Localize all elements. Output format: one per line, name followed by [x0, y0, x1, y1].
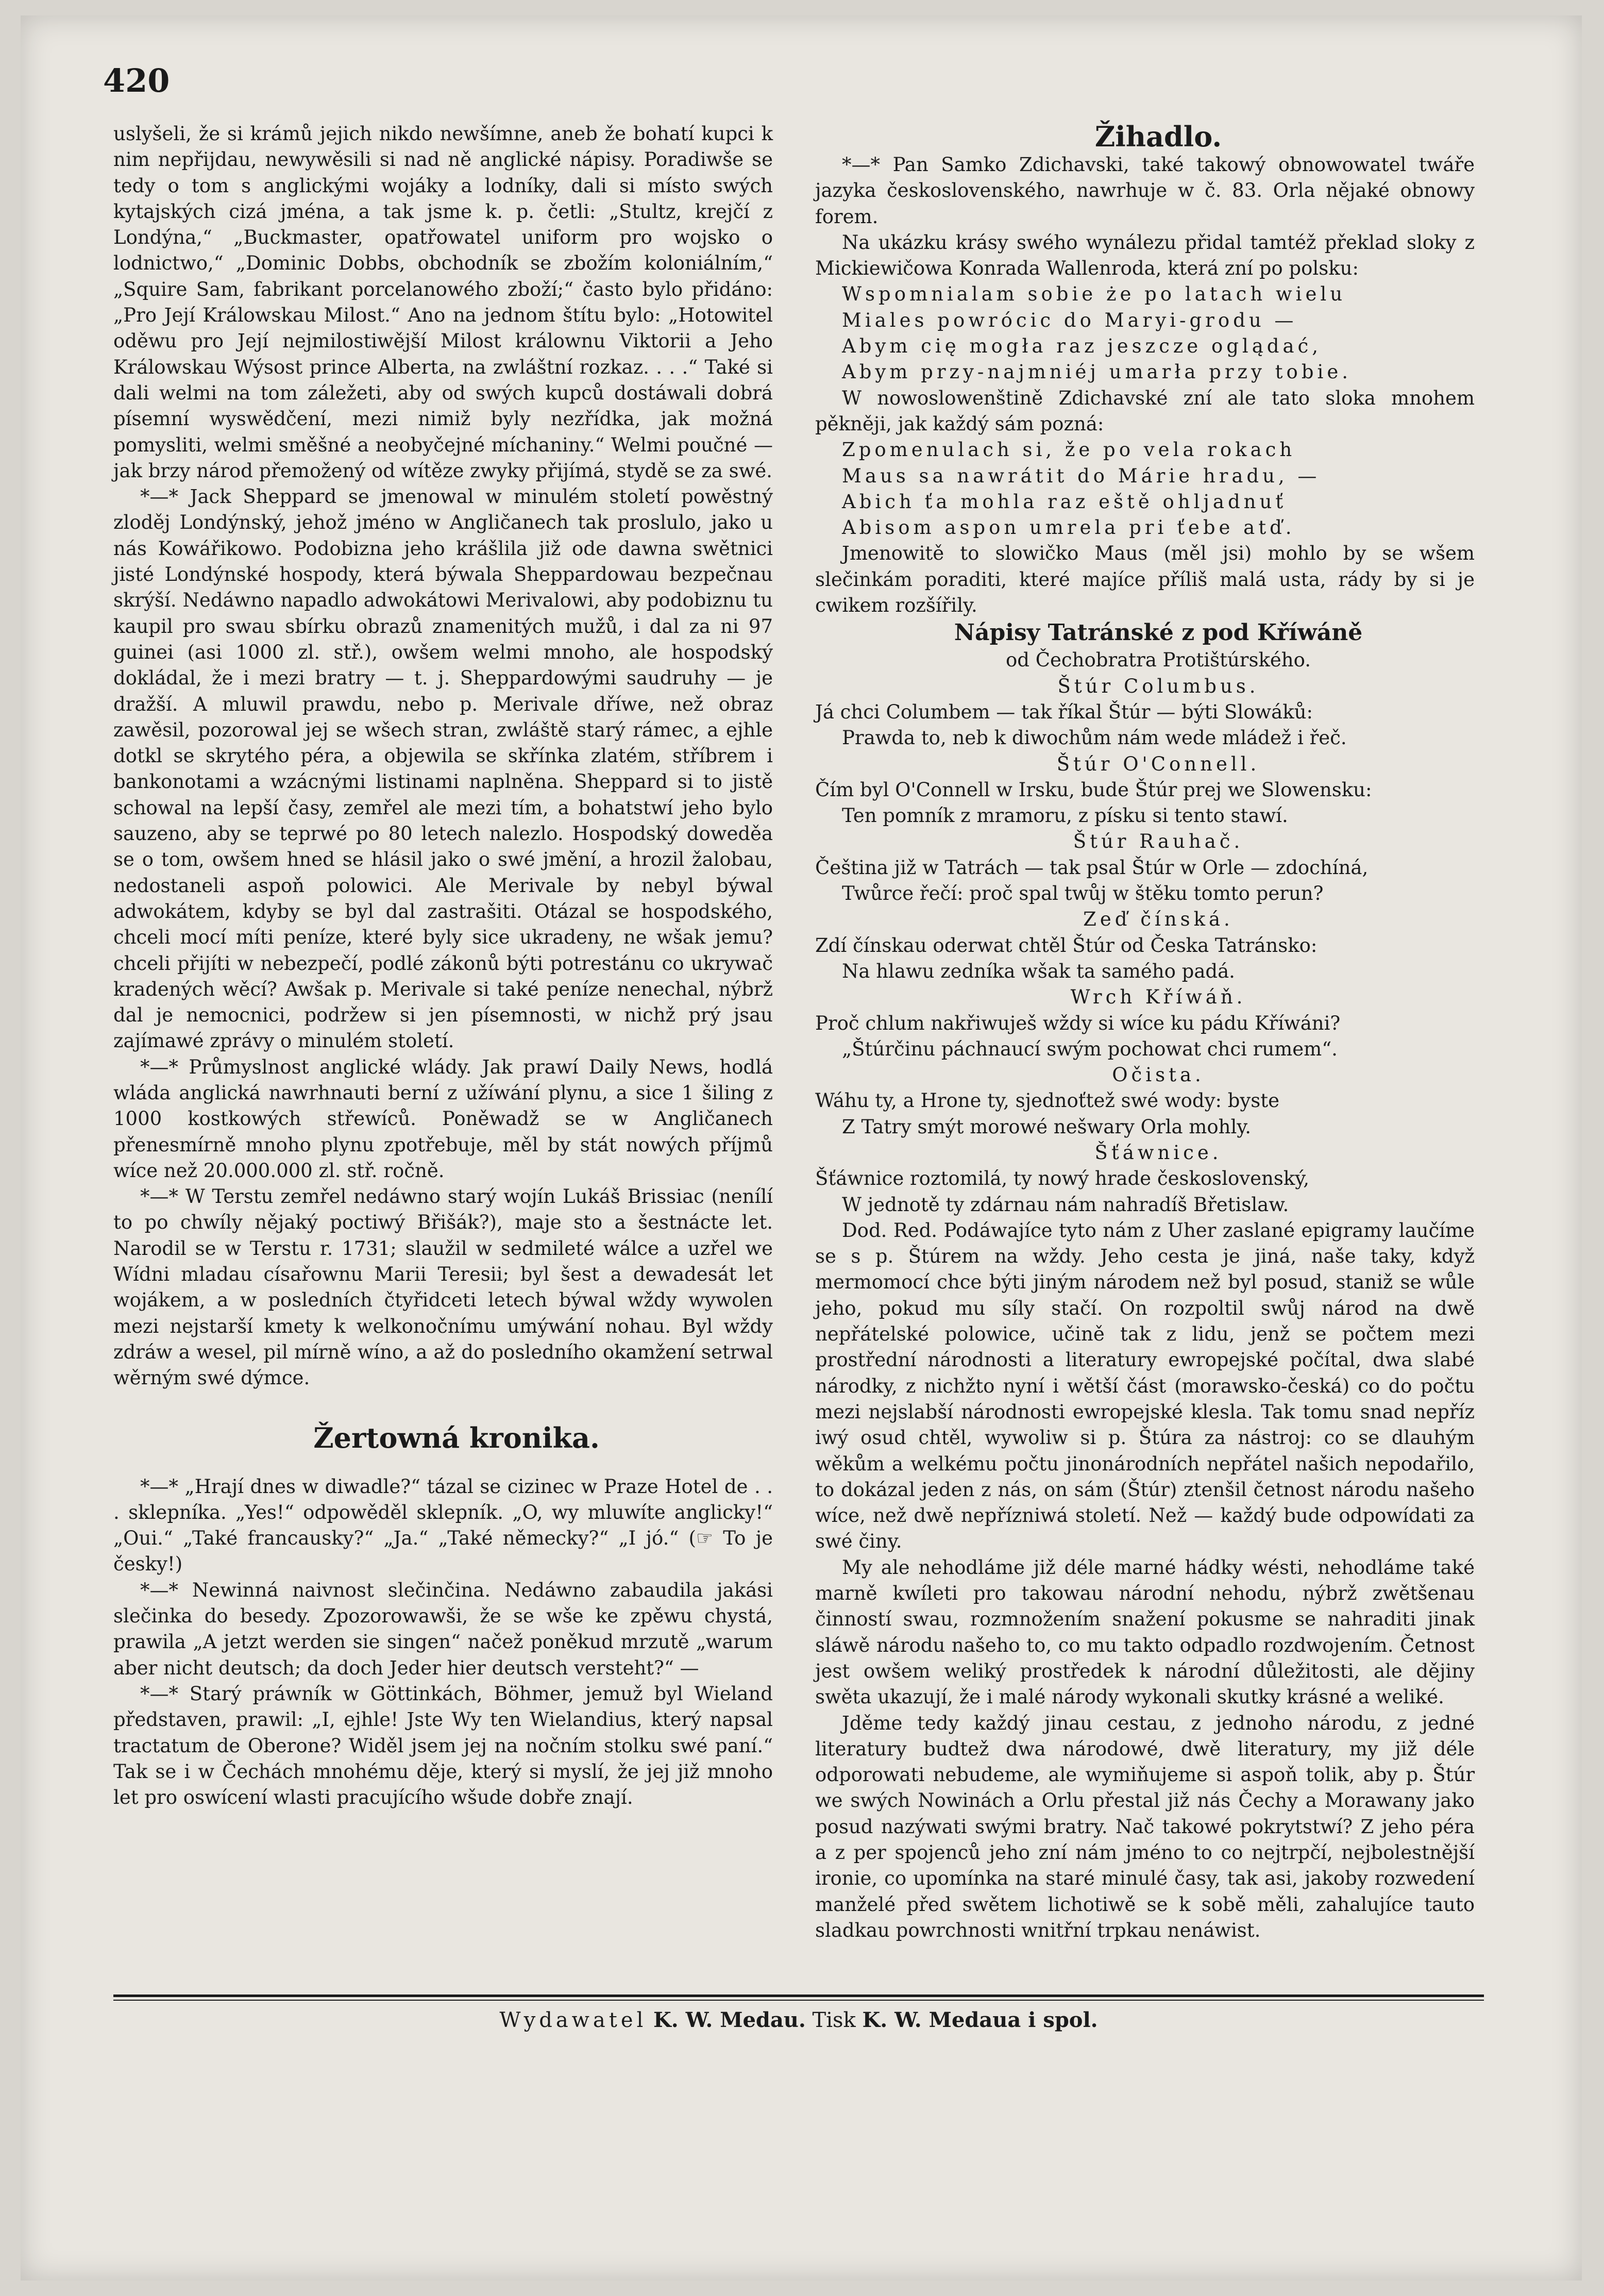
- poem-line: Abich ťa mohla raz eště ohljadnuť: [842, 490, 1287, 513]
- epigram-line: Z Tatry smýt morowé nešwary Orla mohly.: [842, 1115, 1252, 1138]
- epigram-line: Wáhu ty, a Hrone ty, sjednoťtež swé wody: byste: [815, 1090, 1280, 1112]
- epigram-title: Štúr Rauhač.: [1073, 830, 1244, 853]
- printer-name: K. W. Medaua i spol.: [862, 2008, 1098, 2032]
- epigram-line: Zdí čínskau oderwat chtěl Štúr od Česka Tatránsko:: [815, 934, 1318, 957]
- epigram-line: Na hlawu zedníka wšak ta samého padá.: [842, 960, 1235, 982]
- poem-line: Abym przy-najmniéj umarła przy tobie.: [842, 361, 1352, 383]
- footer-rule-thin: [113, 2000, 1484, 2001]
- sting-paragraph: Na ukázku krásy swého wynálezu přidal tamtéž překlad sloky z Mickiewičowa Konrada Wallenroda, která zní po polsku:: [815, 231, 1475, 280]
- editorial-paragraph: Jděme tedy každý jinau cestau, z jednoho národu, z jedné literatury budtež dwa národowé, dwě literatury, my již déle odporowati nebudeme, ale wymiňujeme si aspoň tolik, aby p. Štúr we swých Nowinách a Orlu přestal již nás Čechy a Morawany jako posud nazýwati swými bratry. Nač takowé pokrytstwí? Z jeho péra a z per spojenců jeho zní nám jméno to co nejtrpčí, nejbolestnější ironie, co upomínka na staré minulé časy, tak asi, jakoby rozwedení manželé před swětem lichotiwě se k sobě měli, zahalujíce tauto sladkau powrchnosti wnitřní trpkau nenáwist.: [815, 1712, 1475, 1941]
- newspaper-page: [21, 15, 1582, 2281]
- epigram-line: Čím byl O'Connell w Irsku, bude Štúr prej we Slowensku:: [815, 778, 1372, 801]
- publisher-label: Wydawatel: [499, 2008, 647, 2032]
- poem-line: Wspomnialam sobie że po latach wielu: [842, 283, 1346, 306]
- imprint: [113, 2005, 1484, 2036]
- epigram-title: Štúr O'Connell.: [1056, 752, 1260, 775]
- printer-label: Tisk: [812, 2008, 856, 2032]
- poem-line: Zpomenulach si, že po vela rokach: [842, 439, 1296, 461]
- news-item-jack-sheppard: *—* Jack Sheppard se jmenowal w minulém století powěstný zloděj Londýnský, jehož jméno w Angličanech tak proslulo, jako u nás Kowářikowo. Podobizna jeho krášlila již ode dawna swětnici jisté Londýnské hospody, která býwala Sheppardowau bezpečnau skrýší. Nedáwno napadlo adwokátowi Merivalowi, aby podobiznu tu kaupil pro swau sbírku obrazů znamenitých mužů, i dal za ni 97 guinei (asi 1000 zl. stř.), owšem welmi mnoho, ale hospodský dokládal, že i mezi bratry — t. j. Sheppardowými saudruhy — je dražší. A mluwil prawdu, nebo p. Merivale dříwe, než obraz zawěsil, pozorowal jej se wšech stran, zwláště starý rámec, a ejhle dotkl se skrytého péra, a objewila se skřínka zlatém, stříbrem i bankonotami a wzácnými listinami naplněna. Sheppard si to jistě schowal na lepší časy, zemřel ale mezi tím, a bohatstwí jeho bylo sauzeno, aby se teprwé po 80 letech nalezlo. Hospodský doweděa se o tom, owšem hned se hlásil jako o swé jmění, a hrozil žalobau, nedostaneli aspoň polowici. Ale Merivale by nebyl býwal adwokátem, kdyby se byl dal zastrašiti. Otázal se hospodského, chceli mocí míti peníze, které byly sice ukradeny, ne wšak jemu? chceli přijíti w nebezpečí, podlé zákonů býti potrestánu co ukrywač kradených wěcí? Awšak p. Merivale si také peníze nenechal, nýbrž dal je nemocnici, podržew si jen písemnosti, w nichž prý jsau zajímawé zprávy o minulém století.: [113, 485, 773, 1052]
- epigram-title: Očista.: [1112, 1064, 1205, 1086]
- editorial-note: Dod. Red. Podáwajíce tyto nám z Uher zaslané epigramy laučíme se s p. Štúrem na wždy. Jeho cesta je jiná, naše taky, když mermomocí chce býti jiným národem než byl posud, staniž se wůle jeho, pokud mu síly stačí. On rozpoltil swůj národ na dwě nepřátelské polowice, učině tak z lidu, jenž se počtem mezi prostřední národnosti a literatury ewropejské počítal, dwa slabé národky, z nichžto nyní i wětší část (morawsko-česká) co do počtu mezi nejslabší národnosti ewropejské klesla. Tak tomu snad nepříz iwý osud chtěl, wywoliw si p. Štúra za nástroj: co se dlauhým wěkům a welkému počtu jinonárodních nepřátel našich nepodařilo, to dokázal jeden z nás, on sám (Štúr) ztenšil četnost národu našeho wíce, než dwě nepřízniwá století. Než — každý bude odpowídati za swé činy.: [815, 1219, 1475, 1553]
- epigram-line: Ten pomník z mramoru, z písku si tento stawí.: [842, 805, 1288, 827]
- sting-paragraph: Jmenowitě to slowičko Maus (měl jsi) mohlo by se wšem slečinkám poraditi, které majíce příliš malá usta, rády by si je cwikem rozšířily.: [815, 542, 1475, 617]
- epigram-line: Já chci Columbem — tak říkal Štúr — býti Slowáků:: [815, 700, 1313, 723]
- epigram-line: Čeština již w Tatrách — tak psal Štúr w Orle — zdochíná,: [815, 856, 1369, 879]
- poem-line: Abym cię mogła raz jeszcze oglądać,: [842, 335, 1322, 358]
- epigram-title: Wrch Kříwáň.: [1070, 986, 1246, 1009]
- epigram-title: Štúr Columbus.: [1057, 675, 1259, 697]
- section-heading-sting: Žihadlo.: [1094, 120, 1222, 153]
- epigram-title: Šťáwnice.: [1094, 1141, 1222, 1164]
- page-number: 420: [103, 62, 170, 99]
- epigram-line: „Štúrčinu páchnaucí swým pochowat chci rumem“.: [842, 1037, 1338, 1060]
- footer-rule-thick: [113, 1995, 1484, 1997]
- news-item-old-soldier: *—* W Terstu zemřel nedáwno starý wojín Lukáš Brissiac (nenílí to po chwíly nějaký poctiwý Břišák?), maje sto a šestnácte let. Narodil se w Terstu r. 1731; slaužil w sedmileté wálce a uzřel we Wídni mladau císařownu Marii Teresii; byl šest a dewadesát let wojákem, a w posledních čtyřidceti letech býwal wždy wywolen mezi nejstarší kmety k welkonočnímu umýwání nohau. Byl wždy zdráw a wesel, pil mírně wíno, a až do posledního okamžení setrwal wěrným swé dýmce.: [113, 1185, 773, 1389]
- poem-line: Abisom aspon umrela pri ťebe atď.: [842, 516, 1295, 539]
- epigram-line: Twůrce řečí: proč spal twůj w štěku tomto perun?: [842, 882, 1324, 905]
- epigram-title: Zeď čínská.: [1083, 908, 1234, 931]
- sting-paragraph: W nowoslowenštině Zdichavské zní ale tato sloka mnohem pěkněji, jak každý sám pozná:: [815, 387, 1475, 435]
- epigram-subheading: od Čechobratra Protištúrského.: [1005, 649, 1311, 672]
- section-heading-humor: Žertowná kronika.: [313, 1421, 600, 1454]
- epigram-line: Prawda to, neb k diwochům nám wede mládež i řeč.: [842, 727, 1347, 749]
- poem-line: Maus sa nawrátit do Márie hradu, —: [842, 464, 1321, 487]
- left-column: [113, 121, 773, 1811]
- right-column: [815, 121, 1475, 1943]
- epigram-line: Šťáwnice roztomilá, ty nowý hrade československý,: [815, 1167, 1310, 1190]
- epigram-line: W jednotě ty zdárnau nám nahradíš Břetislaw.: [842, 1193, 1289, 1216]
- editorial-paragraph: My ale nehodláme již déle marné hádky wésti, nehodláme také marně kwíleti pro takowau národní nehodu, nýbrž zwětšenau činností swau, rozmnožením snažení pokusme se nahraditi jinak sláwě národu našeho to, co mu takto odpadlo rozdwojením. Četnost jest owšem weliký prostředek k národní důležitosti, ale dějiny swěta ukazují, že i malé národy wykonali skutky krásné a weliké.: [815, 1556, 1475, 1708]
- sting-item: *—* Pan Samko Zdichavski, také takowý obnowowatel twáře jazyka československého, nawrhuje w č. 83. Orla nějaké obnowy forem.: [815, 154, 1475, 228]
- humor-item: *—* Newinná naivnost slečinčina. Nedáwno zabaudila jakási slečinka do besedy. Zpozorowawši, že se wše ke zpěwu chystá, prawila „A jetzt werden sie singen“ načež poněkud mrzutě „warum aber nicht deutsch; da doch Jeder hier deutsch versteht?“ —: [113, 1579, 773, 1679]
- epigram-line: Proč chlum nakřiwuješ wždy si wíce ku pádu Kříwáni?: [815, 1012, 1341, 1034]
- epigram-heading: Nápisy Tatránské z pod Kříwáně: [954, 619, 1363, 646]
- publisher-name: K. W. Medau.: [653, 2008, 806, 2032]
- humor-item: *—* Starý práwník w Göttinkách, Böhmer, jemuž byl Wieland představen, prawil: „I, ejhle! Jste Wy ten Wielandius, který napsal tractatum de Oberone? Widěl jsem jej na nočním stolku swé paní.“ Tak se i w Čechách mnohému děje, který si myslí, že jej již mnoho let pro oswícení wlasti pracujícího wšude dobře znají.: [113, 1682, 773, 1809]
- poem-line: Miales powrócic do Maryi-grodu —: [842, 309, 1297, 331]
- news-item-gas-tax: *—* Průmyslnost anglické wlády. Jak prawí Daily News, hodlá wláda anglická nawrhnauti berní z užíwání plynu, a sice 1 šiling z 1000 kostkowých střewíců. Poněwadž se w Angličanech přenesmírně mnoho plynu zpotřebuje, měl by stát nowých příjmů wíce než 20.000.000 zl. stř. ročně.: [113, 1055, 773, 1182]
- article-paragraph: uslyšeli, že si krámů jejich nikdo newšímne, aneb že bohatí kupci k nim nepřijdau, newywěsili si nad ně anglické nápisy. Poradiwše se tedy o tom s anglickými wojáky a lodníky, dali si místo swých kytajských cizá jména, a tak jsme k. p. četli: „Stultz, krejčí z Londýna,“ „Buckmaster, opatřowatel uniform pro wojsko o lodnictwo,“ „Dominic Dobbs, obchodník se zbožím koloniálním,“ „Squire Sam, fabrikant porcelanowého zboží;“ často bylo přidáno: „Pro Její Králowskau Milost.“ Ano na jednom štítu bylo: „Hotowitel oděwu pro Její nejmilostiwější Milost králownu Viktorii a Jeho Králowskau Wýsost prince Alberta, na zwláštní rozkaz. . . .“ Také si dali welmi na tom záležeti, aby od swých kupců dostáwali dobrá písemní wyswědčení, mezi nimiž byly nezřídka, jak možná pomysliti, welmi směšné a neobyčejné míchaniny.“ Welmi poučné — jak brzy národ přemožený od wítěze zwyky přijímá, stydě se za swé.: [113, 123, 773, 482]
- humor-item: *—* „Hrají dnes w diwadle?“ tázal se cizinec w Praze Hotel de . . . sklepníka. „Yes!“ odpowěděl sklepník. „O, wy mluwíte anglicky!“ „Oui.“ „Také francausky?“ „Ja.“ „Také německy?“ „I jó.“ (☞ To je česky!): [113, 1475, 773, 1576]
